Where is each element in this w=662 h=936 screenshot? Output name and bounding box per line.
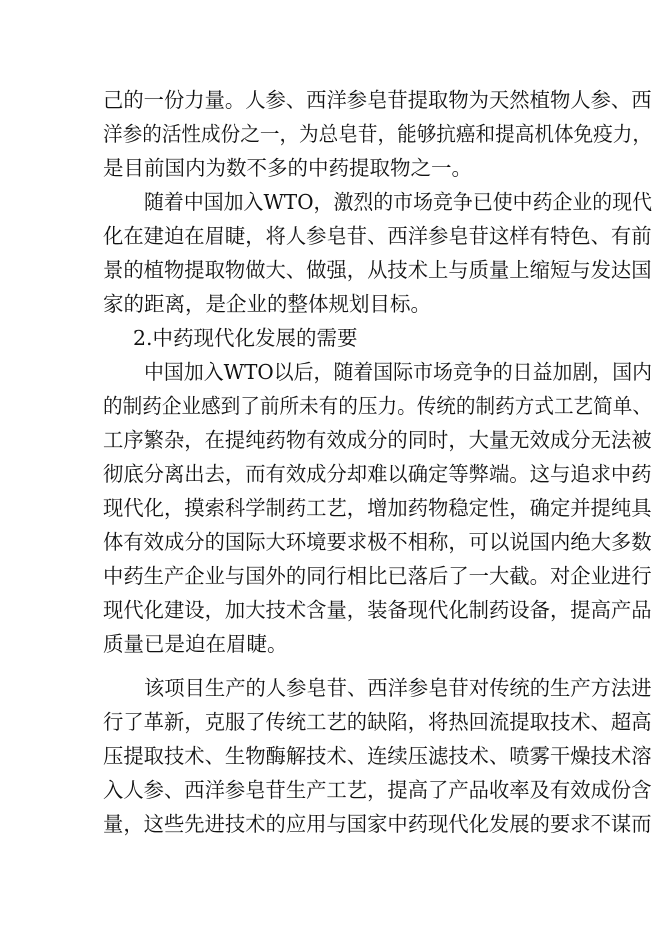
text-line: 己的一份力量。人参、西洋参皂苷提取物为天然植物人参、西 (103, 88, 652, 112)
text-line: 的制药企业感到了前所未有的压力。传统的制药方式工艺简单、 (103, 394, 652, 418)
text-line: 洋参的活性成份之一，为总皂苷，能够抗癌和提高机体免疫力， (103, 122, 652, 146)
paragraph-start-line: 中国加入WTO以后，随着国际市场竞争的日益加剧，国内 (144, 360, 653, 384)
text-line: 家的距离，是企业的整体规划目标。 (103, 292, 431, 316)
paragraph-start-line: 该项目生产的人参皂苷、西洋参皂苷对传统的生产方法进 (144, 676, 652, 700)
text-line: 量，这些先进技术的应用与国家中药现代化发展的要求不谋而 (103, 812, 652, 836)
text-line: 工序繁杂，在提纯药物有效成分的同时，大量无效成分无法被 (103, 428, 652, 452)
text-line: 彻底分离出去，而有效成分却难以确定等弊端。这与追求中药 (103, 462, 652, 486)
text-line: 化在建迫在眉睫，将人参皂苷、西洋参皂苷这样有特色、有前 (103, 224, 652, 248)
paragraph-start-line: 随着中国加入WTO，激烈的市场竞争已使中药企业的现代 (144, 190, 653, 214)
text-line: 景的植物提取物做大、做强，从技术上与质量上缩短与发达国 (103, 258, 652, 282)
text-line: 入人参、西洋参皂苷生产工艺，提高了产品收率及有效成份含 (103, 778, 652, 802)
text-line: 行了革新，克服了传统工艺的缺陷，将热回流提取技术、超高 (103, 710, 652, 734)
text-line: 现代化建设，加大技术含量，装备现代化制药设备，提高产品 (103, 598, 652, 622)
text-line: 压提取技术、生物酶解技术、连续压滤技术、喷雾干燥技术溶 (103, 744, 652, 768)
section-heading: 2.中药现代化发展的需要 (133, 326, 358, 350)
text-line: 质量已是迫在眉睫。 (103, 632, 288, 656)
text-line: 体有效成分的国际大环境要求极不相称，可以说国内绝大多数 (103, 530, 652, 554)
text-line: 中药生产企业与国外的同行相比已落后了一大截。对企业进行 (103, 564, 652, 588)
text-line: 是目前国内为数不多的中药提取物之一。 (103, 156, 472, 180)
text-line: 现代化，摸索科学制药工艺，增加药物稳定性，确定并提纯具 (103, 496, 652, 520)
